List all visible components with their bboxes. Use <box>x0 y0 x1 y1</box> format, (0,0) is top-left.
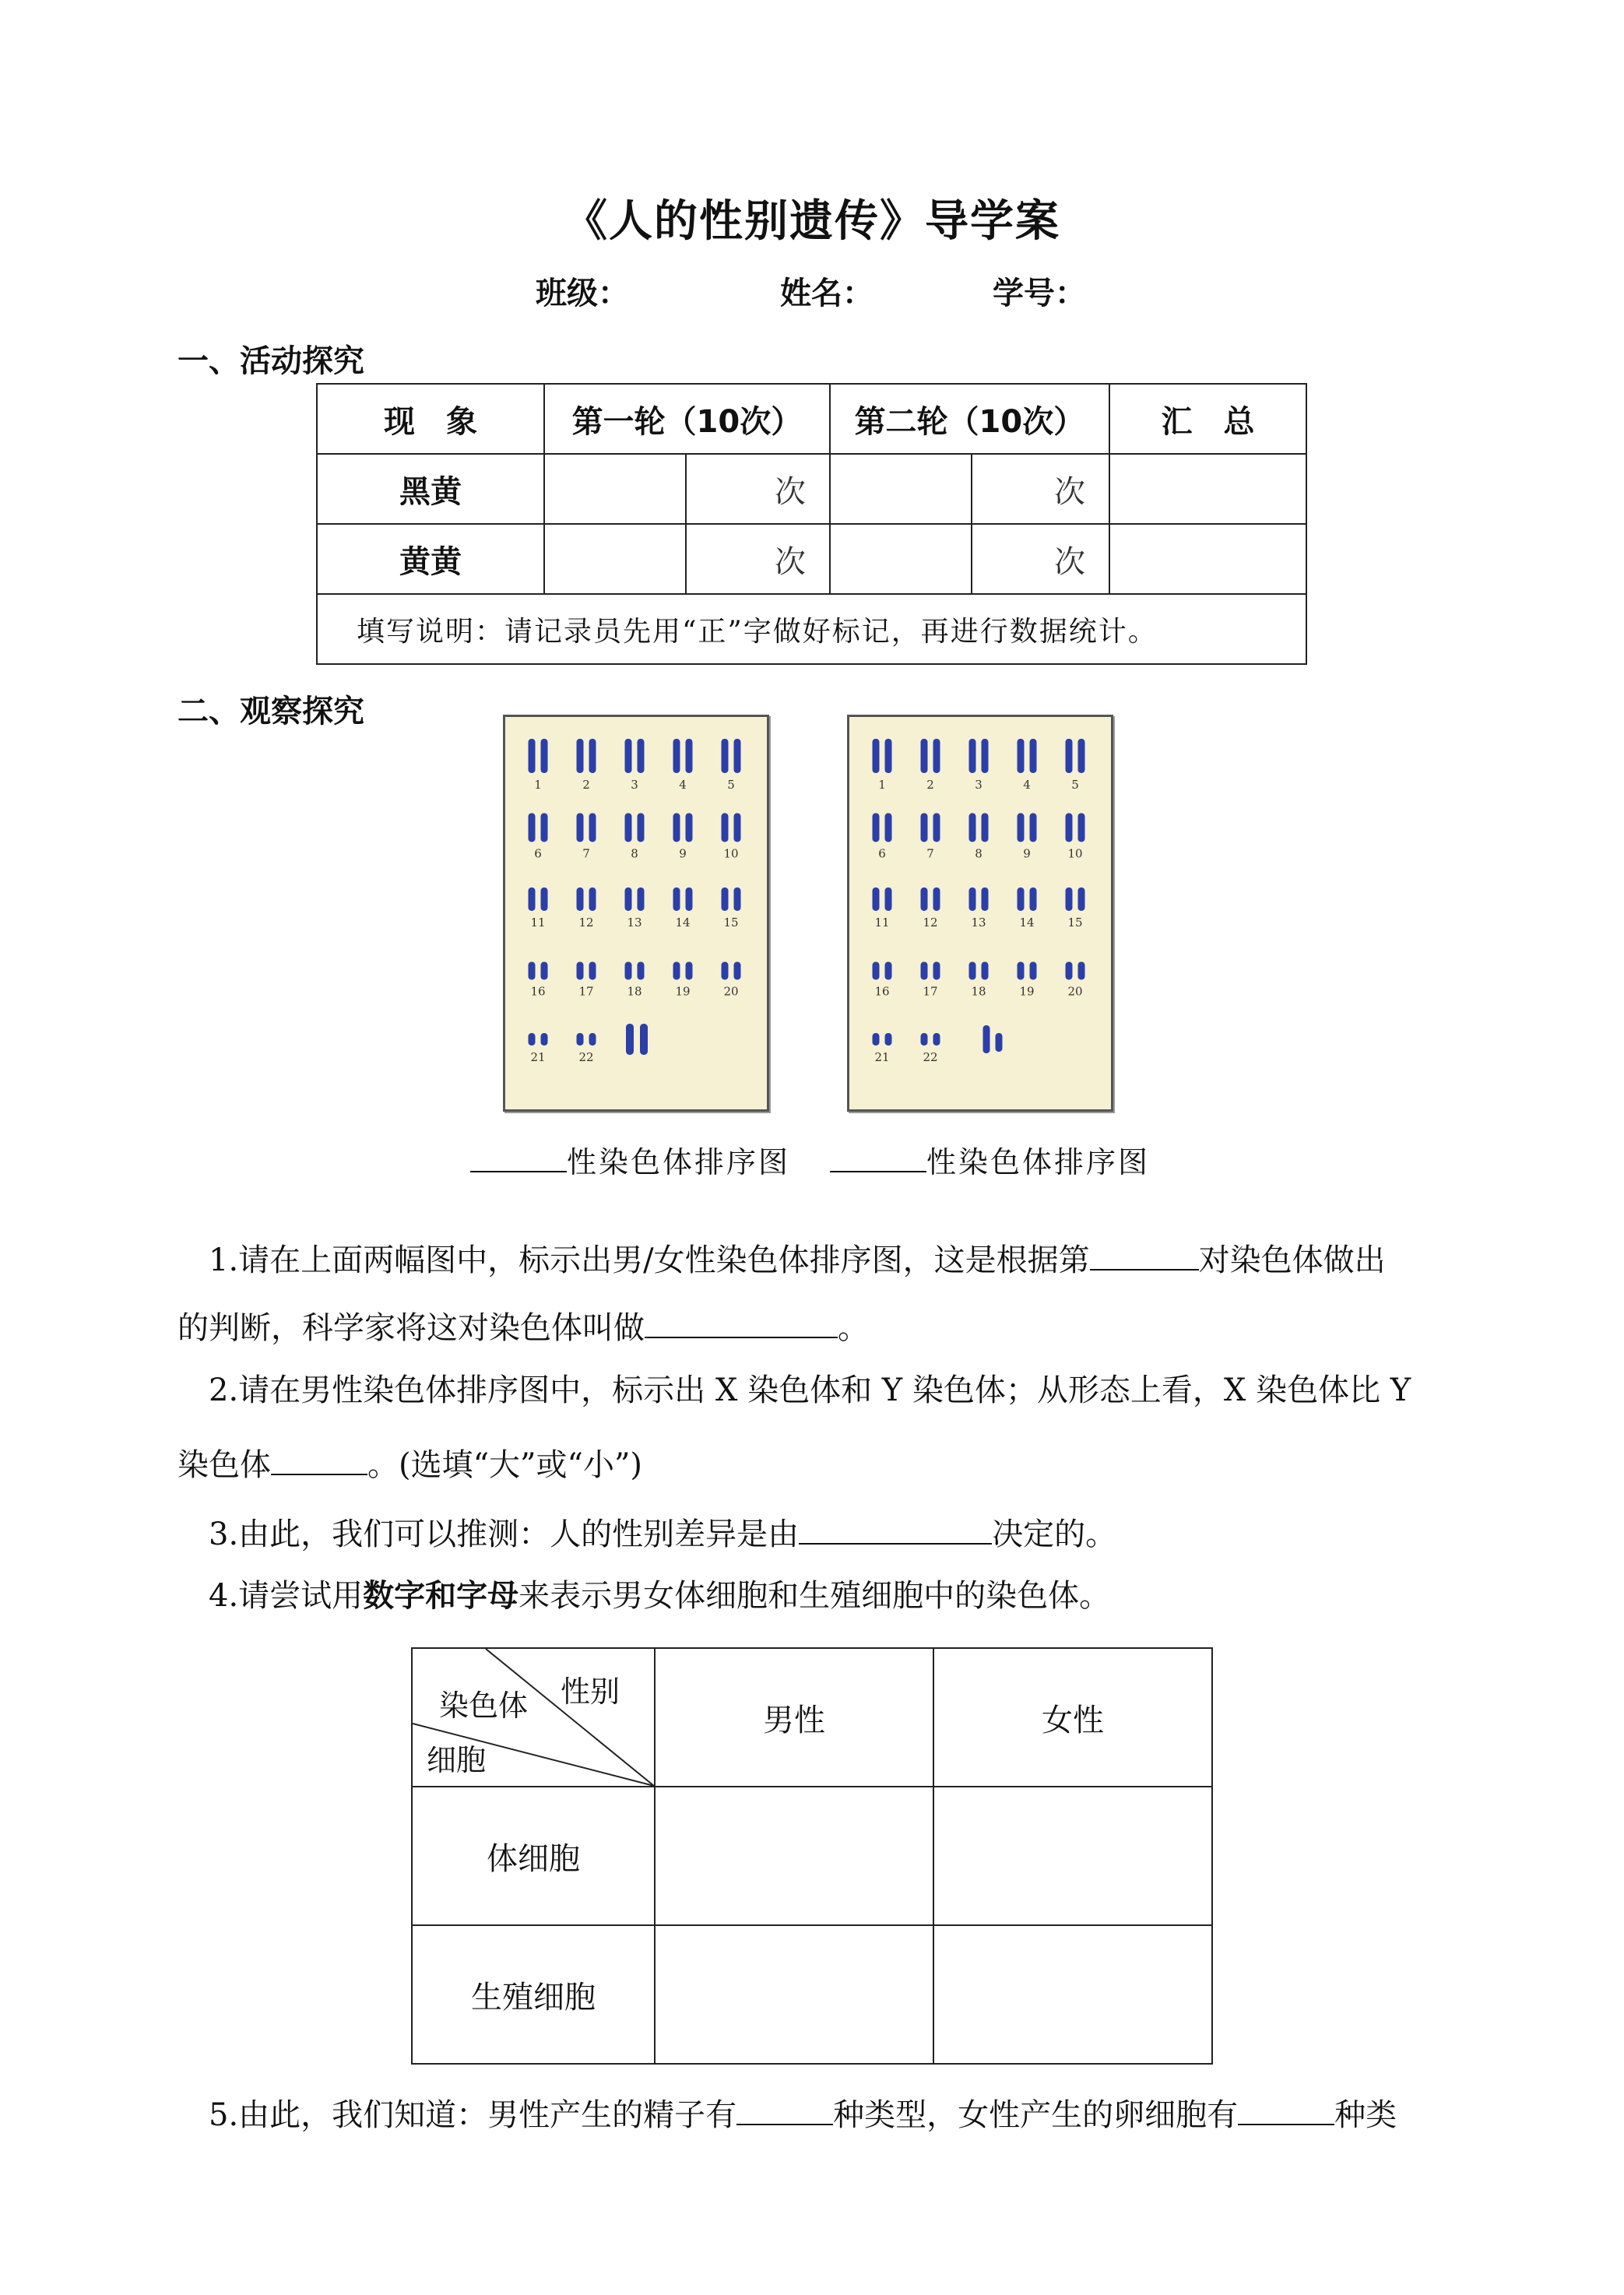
chromosome-mark <box>1030 962 1037 980</box>
col-male: 男性 <box>655 1648 933 1787</box>
chromosome-mark <box>577 1033 584 1046</box>
chromosome-number-label: 20 <box>723 984 739 999</box>
class-label: 班级： <box>536 276 629 311</box>
chromosome-mark <box>921 887 928 911</box>
q5-text-a: 5.由此，我们知道：男性产生的精子有 <box>209 2097 737 2133</box>
chromosome-number-label: 18 <box>627 984 642 999</box>
chromosome-mark <box>734 739 741 773</box>
female-somatic-cell[interactable] <box>933 1787 1212 1925</box>
header-round1: 第一轮（10次） <box>544 384 830 454</box>
chromosome-number-label: 12 <box>578 916 594 930</box>
chromosome-mark <box>640 1024 648 1055</box>
chromosome-mark <box>982 887 989 911</box>
question-2-line1: 2.请在男性染色体排序图中，标示出 X 染色体和 Y 染色体；从形态上看，X 染色体比 Y <box>209 1372 1411 1408</box>
round1-tally-cell[interactable] <box>544 524 686 594</box>
chromosome-mark <box>1030 814 1037 842</box>
chromosome-mark <box>577 962 584 980</box>
chromosome-mark <box>625 962 632 980</box>
q1-text-b: 对染色体做出 <box>1198 1242 1386 1278</box>
chromosome-number-label: 5 <box>727 778 735 792</box>
chromosome-number-label: 6 <box>878 846 886 861</box>
q1-text-c: 的判断，科学家将这对染色体叫做 <box>178 1310 645 1346</box>
chromosome-number-label: 19 <box>1019 984 1035 999</box>
question-3 <box>209 1512 1116 1550</box>
question-4 <box>209 1578 1111 1614</box>
question-1-line1 <box>209 1238 1386 1276</box>
chromosome-number-label: 22 <box>923 1050 938 1064</box>
row-somatic: 体细胞 <box>412 1787 655 1925</box>
chromosome-mark <box>873 962 880 980</box>
total-cell[interactable] <box>1109 454 1306 524</box>
chromosome-number-label: 15 <box>723 916 739 930</box>
chromosome-number-label: 21 <box>530 1050 546 1064</box>
q5-blank-egg[interactable] <box>1238 2093 1334 2125</box>
chromosome-number-label: 10 <box>723 846 739 861</box>
table-row <box>317 524 1306 594</box>
chromosome-mark <box>673 814 680 842</box>
chromosome-mark <box>529 814 536 842</box>
chromosome-number-label: 3 <box>975 778 982 792</box>
row-label-black-yellow: 黑黄 <box>317 454 544 524</box>
chromosome-mark <box>1078 814 1085 842</box>
chromosome-mark <box>983 1025 990 1053</box>
q5-blank-sperm[interactable] <box>736 2093 833 2125</box>
corner-label-cell: 细胞 <box>427 1743 487 1777</box>
row-germ: 生殖细胞 <box>412 1925 655 2064</box>
chromosome-mark <box>722 887 729 911</box>
chromosome-number-label: 11 <box>874 916 890 930</box>
chromosome-mark <box>577 739 584 773</box>
chromosome-mark <box>1066 887 1073 911</box>
chromosome-mark <box>589 814 596 842</box>
chromosome-number-label: 8 <box>975 846 982 861</box>
chromosome-number-label: 21 <box>874 1050 890 1064</box>
chromosome-number-label: 7 <box>926 846 934 861</box>
chromosome-mark <box>1030 887 1037 911</box>
chromosome-mark <box>638 739 645 773</box>
q3-blank[interactable] <box>799 1512 992 1545</box>
table-row <box>412 1787 1212 1925</box>
chromosome-mark <box>589 962 596 980</box>
q2-text-c: 。(选填“大”或“小”) <box>367 1447 643 1483</box>
chromosome-mark <box>529 1033 536 1046</box>
chromosome-number-label: 16 <box>874 984 890 999</box>
chromosome-mark <box>673 887 680 911</box>
q2-text-b: 染色体 <box>178 1447 271 1483</box>
q4-text-a: 4.请尝试用 <box>209 1578 364 1614</box>
chromosome-number-label: 19 <box>675 984 691 999</box>
page-title: 《人的性别遗传》导学案 <box>564 196 1060 247</box>
chromosome-mark <box>873 1033 880 1046</box>
chromosome-number-label: 4 <box>1023 778 1031 792</box>
male-germ-cell[interactable] <box>655 1925 933 2064</box>
caption-right-text: 性染色体排序图 <box>926 1145 1151 1179</box>
chromosome-number-label: 14 <box>1019 916 1035 930</box>
chromosome-mark <box>686 962 693 980</box>
chromosome-number-label: 4 <box>679 778 687 792</box>
chromosome-mark <box>541 814 548 842</box>
q5-text-b: 种类型，女性产生的卵细胞有 <box>833 2097 1239 2133</box>
chromosome-number-label: 3 <box>631 778 638 792</box>
col-female: 女性 <box>933 1648 1212 1787</box>
chromosome-mark <box>734 887 741 911</box>
name-label: 姓名： <box>780 276 874 311</box>
chromosome-mark <box>626 1024 634 1055</box>
chromosome-mark <box>589 739 596 773</box>
male-somatic-cell[interactable] <box>655 1787 933 1925</box>
chromosome-mark <box>1066 814 1073 842</box>
chromosome-mark <box>541 887 548 911</box>
total-cell[interactable] <box>1109 524 1306 594</box>
chromosome-mark <box>982 962 989 980</box>
chromosome-mark <box>1018 962 1025 980</box>
chromosome-mark <box>625 814 632 842</box>
table-row <box>317 454 1306 524</box>
female-germ-cell[interactable] <box>933 1925 1212 2064</box>
chromosome-mark <box>885 887 892 911</box>
chromosome-mark <box>734 814 741 842</box>
fill-instructions: 填写说明：请记录员先用“正”字做好标记，再进行数据统计。 <box>317 594 1306 664</box>
q1-text-d: 。 <box>838 1310 869 1346</box>
chromosome-number-label: 1 <box>534 778 542 792</box>
corner-label-sex: 性别 <box>561 1675 620 1709</box>
chromosome-number-label: 22 <box>578 1050 594 1064</box>
chromosome-mark <box>673 962 680 980</box>
corner-label-chromosome: 染色体 <box>439 1689 529 1723</box>
chromosome-number-label: 2 <box>926 778 934 792</box>
chromosome-mark <box>686 739 693 773</box>
chromosome-mark <box>982 814 989 842</box>
chromosome-number-label: 10 <box>1067 846 1083 861</box>
chromosome-number-label: 7 <box>582 846 590 861</box>
table2-corner-cell <box>412 1648 655 1787</box>
q3-text-a: 3.由此，我们可以推测：人的性别差异是由 <box>209 1517 800 1552</box>
q1-blank-name[interactable] <box>645 1306 838 1338</box>
round2-tally-cell[interactable] <box>830 524 972 594</box>
chromosome-mark <box>969 887 976 911</box>
chromosome-mark <box>1066 739 1073 773</box>
chromosome-mark <box>541 962 548 980</box>
chromosome-number-label: 11 <box>530 916 546 930</box>
chromosome-number-label: 17 <box>578 984 594 999</box>
chromosome-mark <box>722 962 729 980</box>
chromosome-number-label: 9 <box>1023 846 1031 861</box>
table-row <box>412 1925 1212 2064</box>
chromosome-mark <box>969 739 976 773</box>
q3-text-b: 决定的。 <box>992 1517 1117 1552</box>
chromosome-mark <box>541 739 548 773</box>
chromosome-mark <box>577 814 584 842</box>
chromosome-mark <box>873 887 880 911</box>
round1-tally-cell[interactable] <box>544 454 686 524</box>
chromosome-number-label: 20 <box>1067 984 1083 999</box>
female-karyotype-image <box>503 715 769 1112</box>
chromosome-mark <box>921 1033 928 1046</box>
chromosome-mark <box>529 962 536 980</box>
chromosome-number-label: 1 <box>878 778 886 792</box>
q1-text-a: 1.请在上面两幅图中，标示出男/女性染色体排序图，这是根据第 <box>209 1242 1090 1278</box>
caption-right <box>830 1138 1150 1181</box>
caption-left-text: 性染色体排序图 <box>567 1145 791 1179</box>
question-2-line2 <box>178 1443 642 1481</box>
chromosome-mark <box>638 962 645 980</box>
header-phenomenon: 现 象 <box>317 384 544 454</box>
chromosome-mark <box>885 1033 892 1046</box>
caption-left-blank[interactable] <box>470 1141 567 1172</box>
chromosome-mark <box>1078 739 1085 773</box>
section1-heading: 一、活动探究 <box>178 343 364 379</box>
chromosome-mark <box>1018 814 1025 842</box>
round1-count-cell[interactable]: 次 <box>686 454 830 524</box>
chromosome-mark <box>625 739 632 773</box>
chromosome-mark <box>933 739 940 773</box>
activity-table <box>316 383 1307 665</box>
chromosome-mark <box>921 739 928 773</box>
header-total: 汇 总 <box>1109 384 1306 454</box>
chromosome-number-label: 6 <box>534 846 542 861</box>
chromosome-number-label: 12 <box>923 916 938 930</box>
chromosome-mark <box>722 739 729 773</box>
chromosome-mark <box>969 962 976 980</box>
chromosome-mark <box>638 887 645 911</box>
chromosome-mark <box>541 1033 548 1046</box>
header-round2: 第二轮（10次） <box>830 384 1109 454</box>
round2-count-cell[interactable]: 次 <box>972 454 1109 524</box>
chromosome-mark <box>686 814 693 842</box>
chromosome-mark <box>873 814 880 842</box>
chromosome-number-label: 2 <box>582 778 590 792</box>
chromosome-mark <box>529 739 536 773</box>
chromosome-mark <box>577 887 584 911</box>
karyotype-svg-right <box>849 717 1111 1109</box>
chromosome-mark <box>996 1033 1003 1052</box>
chromosome-number-label: 17 <box>923 984 938 999</box>
chromosome-mark <box>885 962 892 980</box>
section2-heading: 二、观察探究 <box>178 694 364 729</box>
chromosome-number-label: 9 <box>679 846 687 861</box>
chromosome-mark <box>933 887 940 911</box>
q1-blank-pair[interactable] <box>1090 1238 1199 1271</box>
chromosome-mark <box>1030 739 1037 773</box>
round2-count-cell[interactable]: 次 <box>972 524 1109 594</box>
question-1-line2 <box>178 1306 869 1344</box>
q2-blank-size[interactable] <box>271 1443 367 1475</box>
chromosome-mark <box>638 814 645 842</box>
chromosome-mark <box>873 739 880 773</box>
chromosome-mark <box>673 739 680 773</box>
male-karyotype-image <box>847 715 1113 1112</box>
chromosome-mark <box>589 887 596 911</box>
chromosome-mark <box>982 739 989 773</box>
chromosome-mark <box>885 739 892 773</box>
round2-tally-cell[interactable] <box>830 454 972 524</box>
chromosome-number-label: 14 <box>675 916 691 930</box>
chromosome-mark <box>686 887 693 911</box>
chromosome-number-label: 5 <box>1071 778 1079 792</box>
q4-text-bold: 数字和字母 <box>363 1578 519 1614</box>
q5-text-c: 种类 <box>1334 2097 1397 2133</box>
chromosome-mark <box>734 962 741 980</box>
chromosome-mark <box>933 1033 940 1046</box>
chromosome-mark <box>885 814 892 842</box>
chromosome-table <box>411 1647 1213 2065</box>
chromosome-mark <box>1066 962 1073 980</box>
chromosome-mark <box>1018 739 1025 773</box>
chromosome-number-label: 13 <box>971 916 986 930</box>
chromosome-mark <box>969 814 976 842</box>
chromosome-mark <box>1078 962 1085 980</box>
round1-count-cell[interactable]: 次 <box>686 524 830 594</box>
chromosome-mark <box>722 814 729 842</box>
chromosome-mark <box>1078 887 1085 911</box>
chromosome-mark <box>1018 887 1025 911</box>
q4-text-b: 来表示男女体细胞和生殖细胞中的染色体。 <box>518 1578 1111 1614</box>
chromosome-mark <box>921 962 928 980</box>
chromosome-mark <box>589 1033 596 1046</box>
chromosome-mark <box>933 962 940 980</box>
chromosome-mark <box>933 814 940 842</box>
caption-left <box>470 1138 790 1181</box>
caption-right-blank[interactable] <box>830 1141 926 1172</box>
chromosome-mark <box>625 887 632 911</box>
chromosome-number-label: 15 <box>1067 916 1083 930</box>
chromosome-number-label: 18 <box>971 984 986 999</box>
chromosome-mark <box>921 814 928 842</box>
chromosome-number-label: 16 <box>530 984 546 999</box>
chromosome-number-label: 8 <box>631 846 638 861</box>
chromosome-mark <box>529 887 536 911</box>
row-label-yellow-yellow: 黄黄 <box>317 524 544 594</box>
chromosome-number-label: 13 <box>627 916 642 930</box>
student-id-label: 学号： <box>993 276 1086 311</box>
question-5 <box>209 2093 1397 2131</box>
karyotype-svg-left <box>505 717 767 1109</box>
